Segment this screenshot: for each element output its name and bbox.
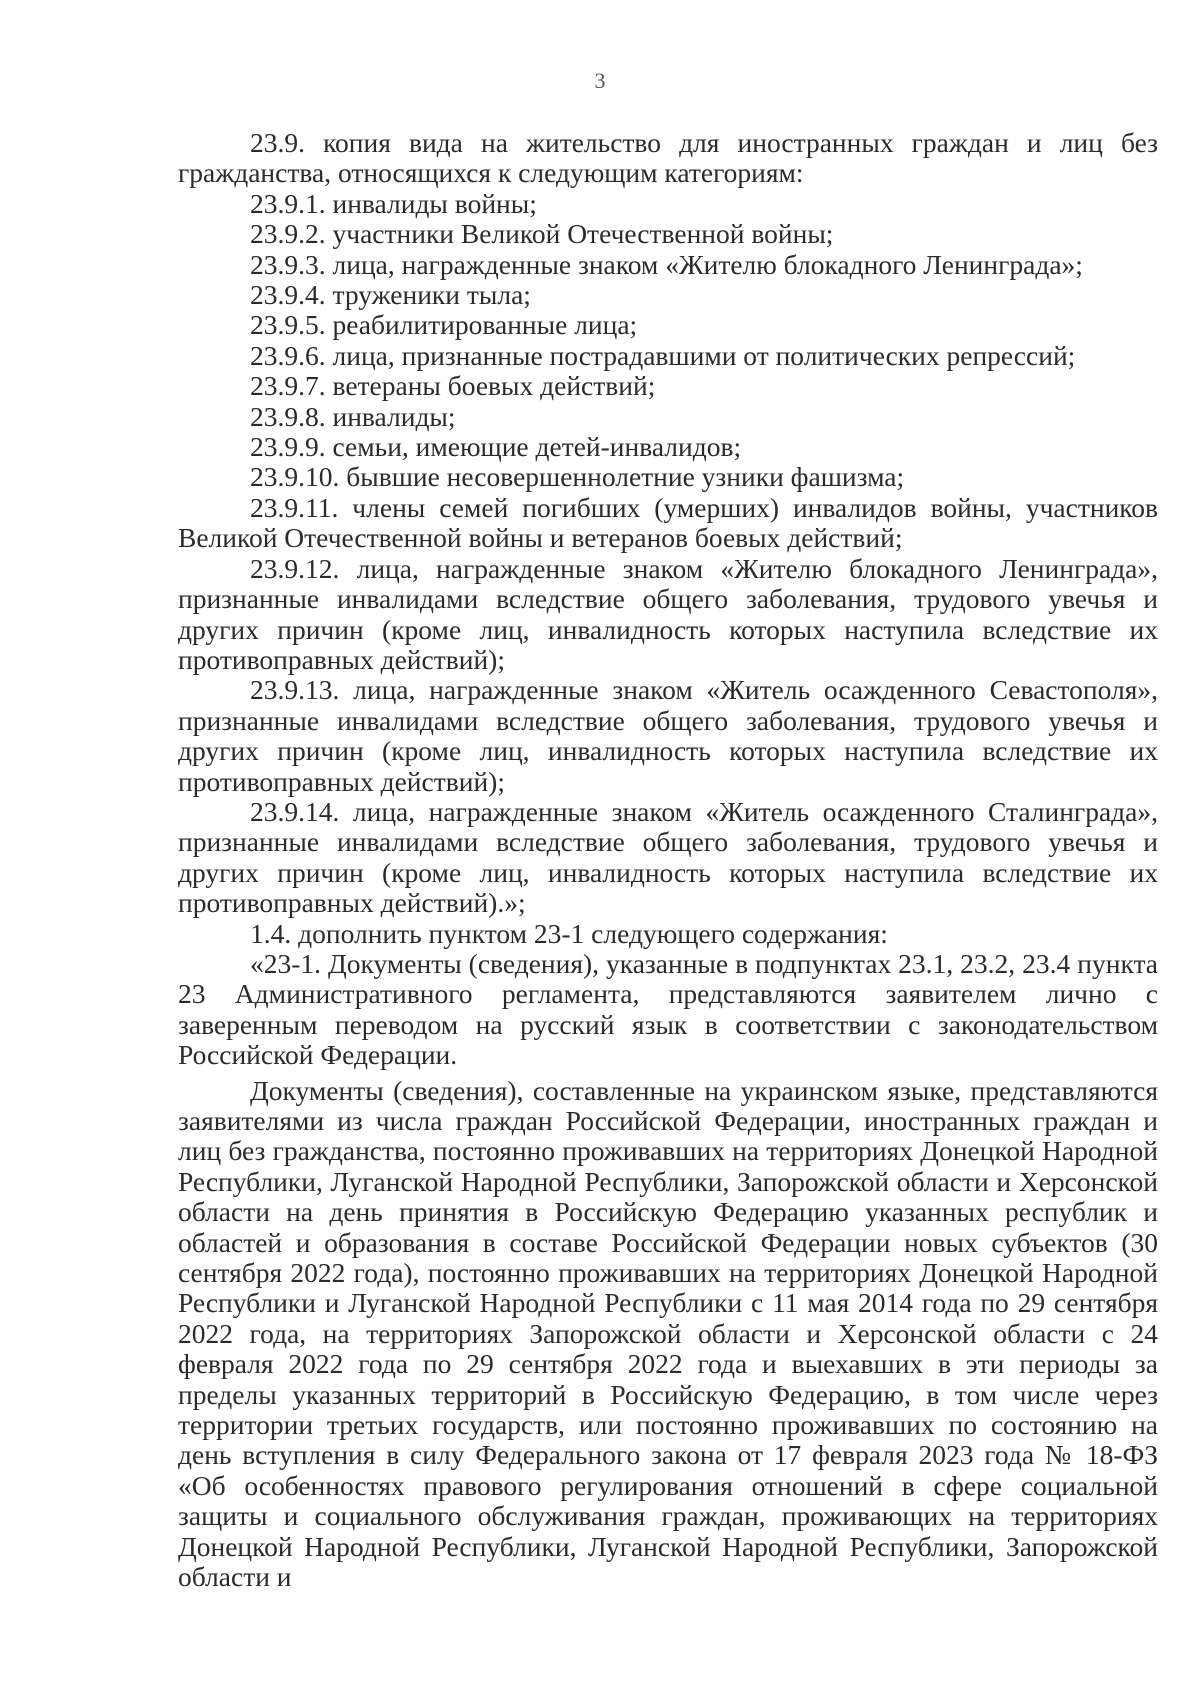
paragraph-1-4: 1.4. дополнить пунктом 23-1 следующего содержания: [250,917,888,949]
list-item-23-9-14: 23.9.14. лица, награжденные знаком «Житель осажденного Сталинграда», признанные инвалидами вследствие общего заболевания, трудового увечья и других причин (кроме лиц, инвалидность которых наступила вследствие их противоправных действий).»; [178,795,1158,919]
list-item-23-9-4: 23.9.4. труженики тыла; [250,279,531,311]
list-item-23-9-2: 23.9.2. участники Великой Отечественной войны; [250,218,834,250]
list-item-23-9-9: 23.9.9. семьи, имеющие детей-инвалидов; [250,431,742,463]
list-item-23-9-10: 23.9.10. бывшие несовершеннолетние узники фашизма; [250,461,905,493]
page-number: 3 [594,68,606,93]
list-item-23-9-6: 23.9.6. лица, признанные пострадавшими от политических репрессий; [250,339,1076,371]
list-item-23-9-3: 23.9.3. лица, награжденные знаком «Жителю блокадного Ленинграда»; [250,248,1083,280]
list-item-23-9-11: 23.9.11. члены семей погибших (умерших) инвалидов войны, участников Великой Отечественной войны и ветеранов боевых действий; [178,491,1158,554]
list-item-23-9-1: 23.9.1. инвалиды войны; [250,187,537,219]
list-item-23-9-7: 23.9.7. ветераны боевых действий; [250,370,656,402]
list-item-23-9-8: 23.9.8. инвалиды; [250,400,456,432]
list-item-23-9-12: 23.9.12. лица, награжденные знаком «Жителю блокадного Ленинграда», признанные инвалидами вследствие общего заболевания, трудового увечья и других причин (кроме лиц, инвалидность которых наступила вследствие их противоправных действий); [178,552,1158,675]
list-item-23-9-13: 23.9.13. лица, награжденные знаком «Житель осажденного Севастополя», признанные инвалидами вследствие общего заболевания, трудового увечья и других причин (кроме лиц, инвалидность которых наступила вследствие их противоправных действий); [178,674,1158,797]
list-item-23-9-5: 23.9.5. реабилитированные лица; [250,309,638,341]
paragraph-23-9: 23.9. копия вида на жительство для иностранных граждан и лиц без гражданства, относящихся к следующим категориям: [178,127,1158,189]
paragraph-23-1: «23-1. Документы (сведения), указанные в подпунктах 23.1, 23.2, 23.4 пункта 23 Административного регламента, представляются заявителем лично с заверенным переводом на русский язык в соответствии с законодательством Российской Федерации. [178,947,1158,1071]
document-body [178,128,1158,1593]
paragraph-ukrainian-documents: Документы (сведения), составленные на украинском языке, представляются заявителями из числа граждан Российской Федерации, иностранных граждан и лиц без гражданства, постоянно проживавших на территориях Донецкой Народной Республики, Луганской Народной Республики, Запорожской области и Херсонской области на день принятия в Российскую Федерацию указанных республик и областей и образования в составе Российской Федерации новых субъектов (30 сентября 2022 года), постоянно проживавших на территориях Донецкой Народной Республики и Луганской Народной Республики с 11 мая 2014 года по 29 сентября 2022 года, на территориях Запорожской области и Херсонской области с 24 февраля 2022 года по 29 сентября 2022 года и выехавших в эти периоды за пределы указанных территорий в Российскую Федерацию, в том числе через территории третьих государств, или постоянно проживавших по состоянию на день вступления в силу Федерального закона от 17 февраля 2023 года № 18-ФЗ «Об особенностях правового регулирования отношений в сфере социальной защиты и социального обслуживания граждан, проживающих на территориях Донецкой Народной Республики, Луганской Народной Республики, Запорожской области и [178,1074,1158,1593]
